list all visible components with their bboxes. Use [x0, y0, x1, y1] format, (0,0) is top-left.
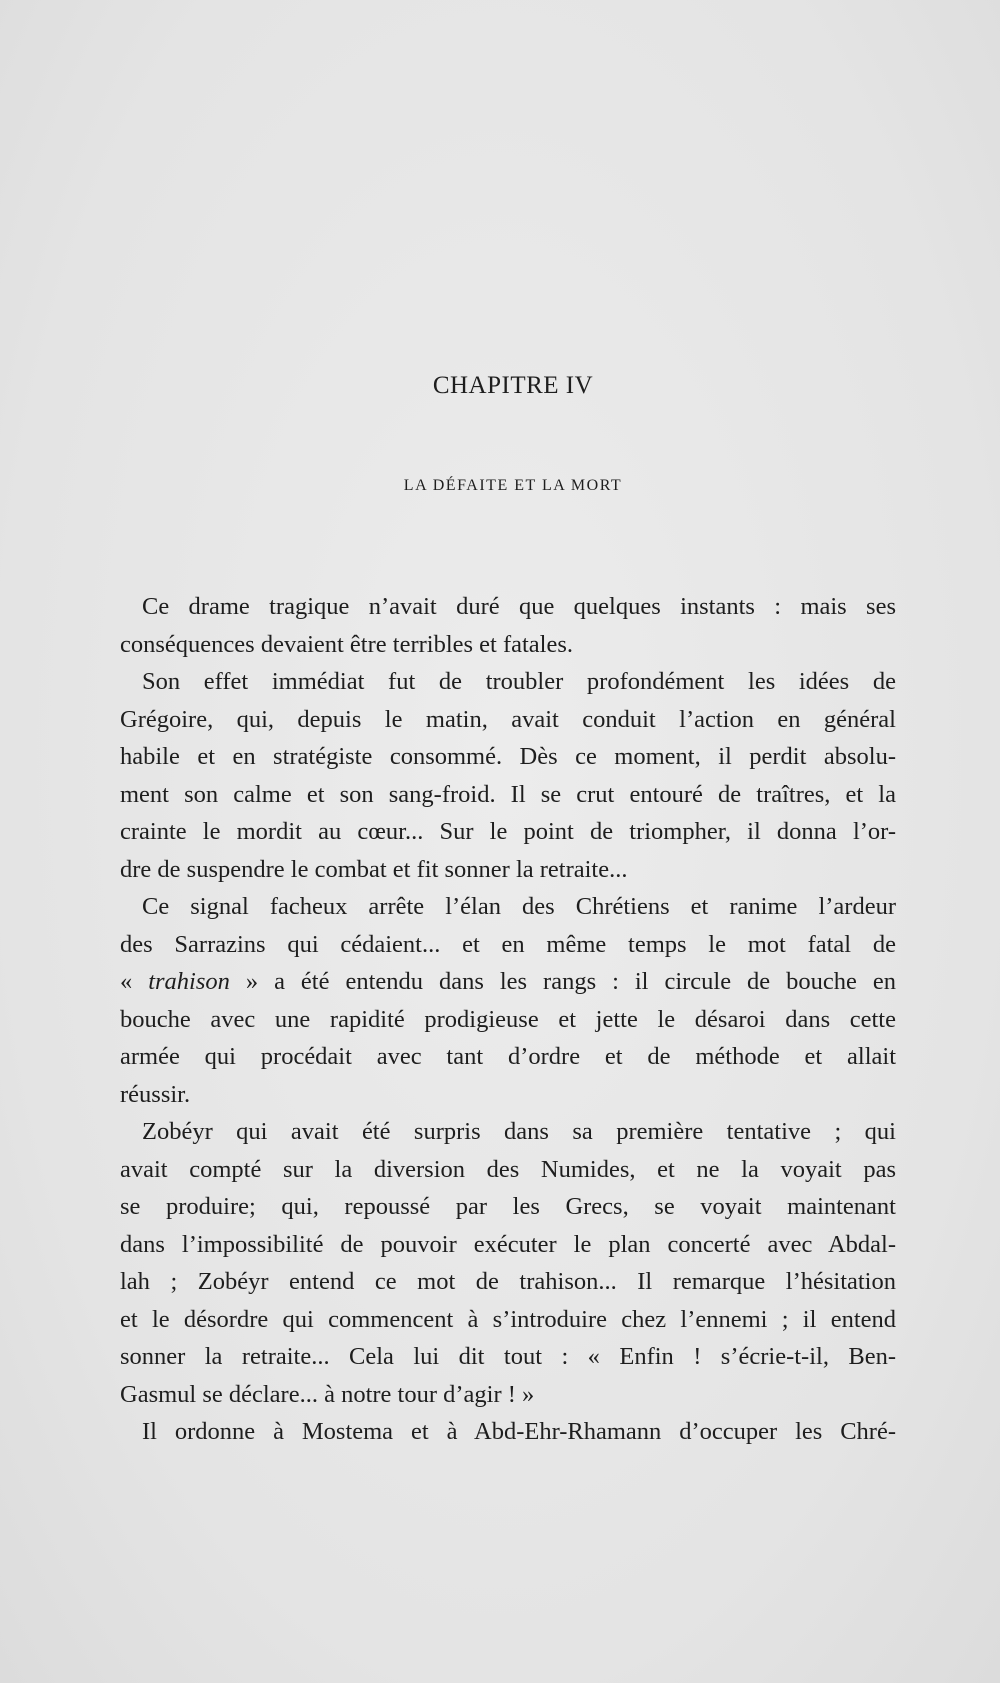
- text-line: armée qui procédait avec tant d’ordre et de méthode et allait: [120, 1043, 896, 1070]
- italic-word: trahison: [148, 968, 230, 995]
- text-line: se produire; qui, repoussé par les Grecs, se voyait maintenant: [120, 1193, 896, 1220]
- text-line: habile et en stratégiste consommé. Dès ce moment, il perdit absolu-: [120, 743, 896, 770]
- text-line: lah ; Zobéyr entend ce mot de trahison... Il remarque l’hésitation: [120, 1268, 896, 1295]
- text-line: avait compté sur la diversion des Numides, et ne la voyait pas: [120, 1155, 896, 1183]
- text-line: Gasmul se déclare... à notre tour d’agir ! »: [120, 1380, 535, 1408]
- text-line: dans l’impossibilité de pouvoir exécuter le plan concerté avec Abdal-: [120, 1230, 896, 1258]
- text-line: des Sarrazins qui cédaient... et en même temps le mot fatal de: [120, 930, 896, 958]
- text-segment: «: [120, 968, 149, 995]
- text-line: Zobéyr qui avait été surpris dans sa première tentative ; qui: [142, 1118, 896, 1145]
- chapter-title: CHAPITRE IV: [432, 372, 594, 399]
- text-line: réussir.: [120, 1080, 191, 1108]
- text-line: Son effet immédiat fut de troubler profondément les idées de: [142, 668, 896, 695]
- text-line: crainte le mordit au cœur... Sur le point de triompher, il donna l’or-: [120, 818, 896, 845]
- text-line: [120, 963, 896, 1001]
- text-line: dre de suspendre le combat et fit sonner la retraite...: [120, 855, 628, 883]
- chapter-subtitle: LA DÉFAITE ET LA MORT: [403, 477, 623, 494]
- text-line: et le désordre qui commencent à s’introduire chez l’ennemi ; il entend: [120, 1305, 896, 1333]
- text-line: Ce signal facheux arrête l’élan des Chrétiens et ranime l’ardeur: [142, 893, 896, 920]
- body-text: [120, 588, 896, 1451]
- text-line: Il ordonne à Mostema et à Abd-Ehr-Rhamann d’occuper les Chré-: [142, 1418, 896, 1445]
- text-line: conséquences devaient être terribles et fatales.: [120, 630, 574, 658]
- text-line: bouche avec une rapidité prodigieuse et jette le désaroi dans cette: [120, 1005, 896, 1033]
- text-line: Ce drame tragique n’avait duré que quelques instants : mais ses: [142, 593, 896, 620]
- text-line: Grégoire, qui, depuis le matin, avait conduit l’action en général: [120, 705, 896, 733]
- text-segment: » a été entendu dans les rangs : il circule de bouche en: [229, 968, 896, 995]
- text-line: ment son calme et son sang-froid. Il se crut entouré de traîtres, et la: [120, 780, 896, 808]
- text-line: sonner la retraite... Cela lui dit tout : « Enfin ! s’écrie-t-il, Ben-: [120, 1343, 896, 1370]
